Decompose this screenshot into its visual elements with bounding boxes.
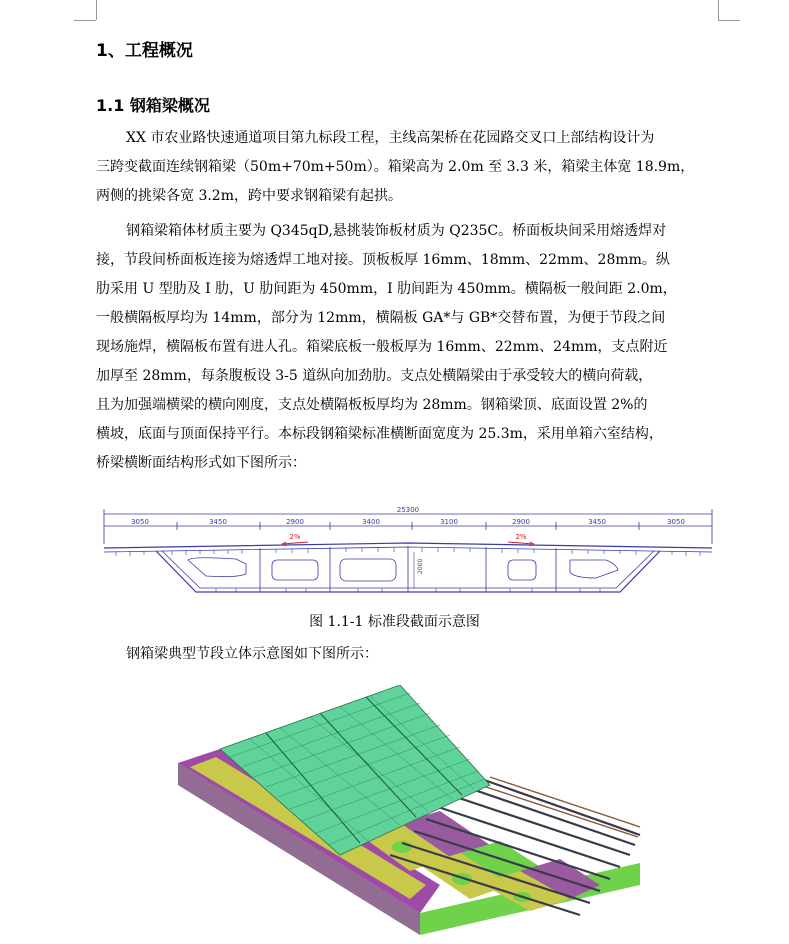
paragraph-line: 横坡，底面与顶面保持平行。本标段钢箱梁标准横断面宽度为 25.3m，采用单箱六室结构，: [96, 426, 663, 442]
section-heading: 1、工程概况: [96, 41, 193, 61]
box-girder-3d-figure: [170, 685, 650, 944]
slope-label-left: 2%: [289, 533, 301, 541]
paragraph-line: 且为加强端横梁的横向刚度，支点处横隔板板厚均为 28mm。钢箱梁顶、底面设置 2%的: [96, 397, 648, 413]
dim-label: 3450: [588, 518, 606, 526]
paragraph-line: 现场施焊，横隔板布置有进人孔。箱梁底板一般板厚为 16mm、22mm、24mm，支点附近: [96, 339, 668, 355]
paragraph-line: 桥梁横断面结构形式如下图所示：: [96, 455, 306, 471]
crop-mark-left: [96, 0, 97, 20]
dim-label: 2900: [512, 518, 530, 526]
dim-label: 2900: [286, 518, 304, 526]
crop-mark-right-h: [718, 20, 740, 21]
paragraph-line: 两侧的挑梁各宽 3.2m，跨中要求钢箱梁有起拱。: [96, 188, 402, 204]
crop-mark-right: [718, 0, 719, 20]
subsection-heading: 1.1 钢箱梁概况: [96, 96, 210, 115]
height-dimension-label: 2000: [417, 558, 424, 574]
paragraph-line: XX 市农业路快速通道项目第九标段工程，主线高架桥在花园路交叉口上部结构设计为: [126, 130, 655, 146]
dim-label: 3100: [440, 518, 458, 526]
paragraph-line: 肋采用 U 型肋及 I 肋，U 肋间距为 450mm，I 肋间距为 450mm。横隔板一般间距 2.0m，: [96, 281, 677, 297]
figure2-lead-text: 钢箱梁典型节段立体示意图如下图所示：: [126, 646, 378, 662]
paragraph-1: [96, 124, 720, 211]
paragraph-2: [96, 217, 720, 478]
crop-mark-left-h: [74, 20, 96, 21]
dim-label: 3050: [667, 518, 685, 526]
dim-label: 3050: [131, 518, 149, 526]
figure-caption: 图 1.1-1 标准段截面示意图: [309, 614, 480, 630]
paragraph-line: 三跨变截面连续钢箱梁（50m+70m+50m）。箱梁高为 2.0m 至 3.3 米，箱梁主体宽 18.9m，: [96, 159, 695, 175]
slope-label-right: 2%: [515, 533, 527, 541]
paragraph-line: 接，节段间桥面板连接为熔透焊工地对接。顶板板厚 16mm、18mm、22mm、28mm。纵: [96, 252, 670, 268]
paragraph-line: 钢箱梁箱体材质主要为 Q345qD,悬挑装饰板材质为 Q235C。桥面板块间采用熔透焊对: [126, 223, 667, 239]
dim-label: 3450: [209, 518, 227, 526]
overall-dimension-label: 25300: [396, 506, 420, 514]
dim-label: 3400: [362, 518, 380, 526]
cross-section-figure: [96, 504, 720, 609]
paragraph-line: 加厚至 28mm，每条腹板设 3-5 道纵向加劲肋。支点处横隔梁由于承受较大的横向荷载，: [96, 368, 653, 384]
paragraph-line: 一般横隔板厚均为 14mm，部分为 12mm，横隔板 GA*与 GB*交替布置，为便于节段之间: [96, 310, 666, 326]
